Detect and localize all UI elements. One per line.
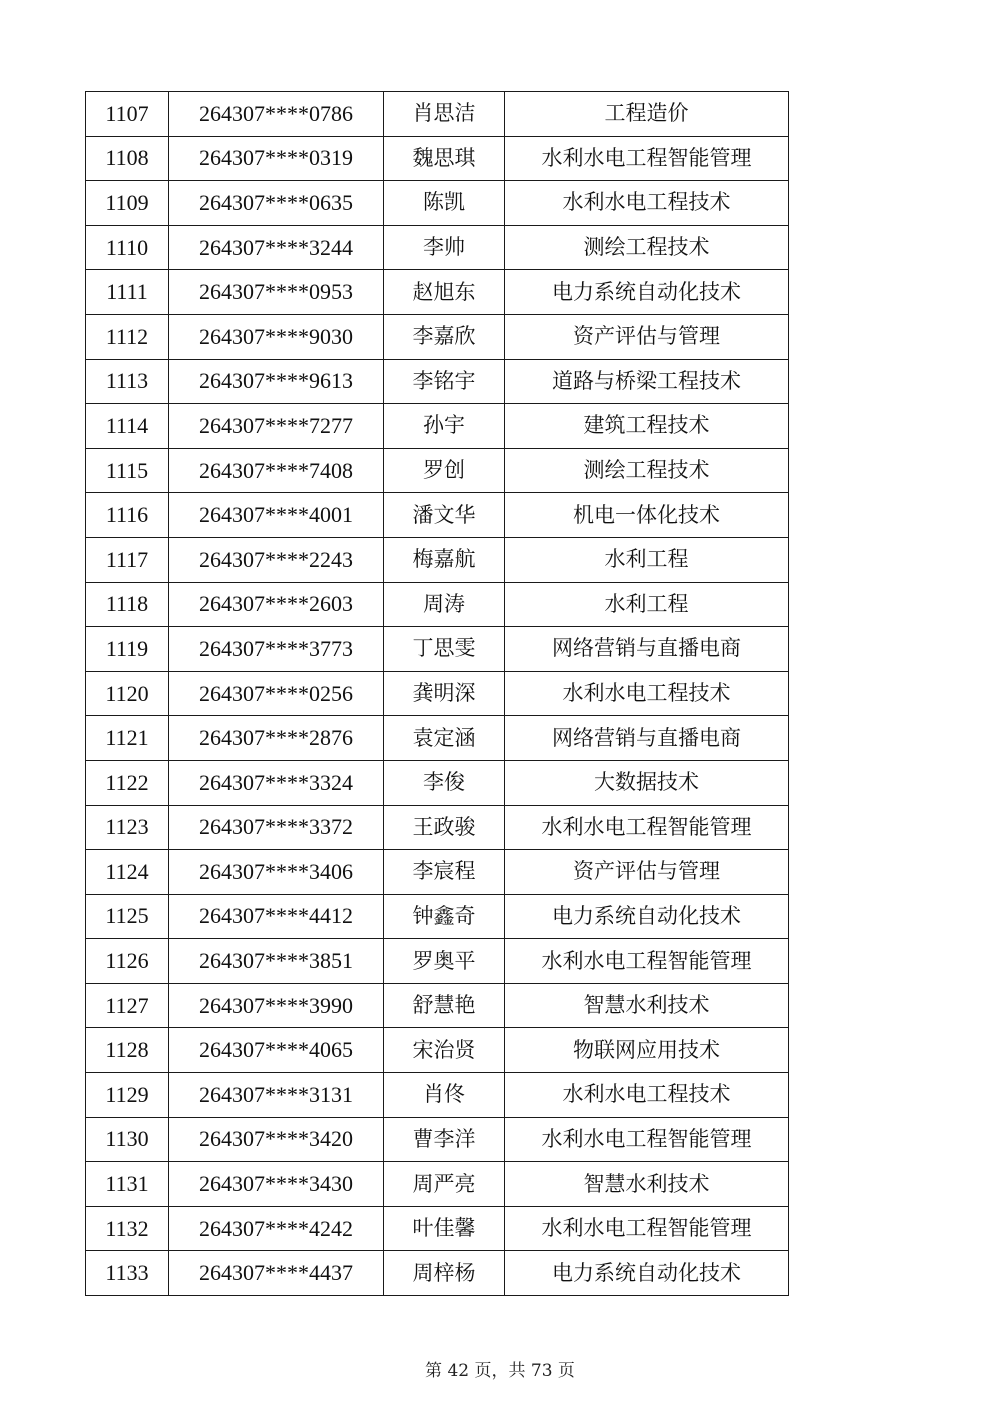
cell-serial-number: 1113 — [86, 359, 169, 404]
cell-student-name: 李宸程 — [384, 850, 505, 895]
cell-student-name: 丁思雯 — [384, 627, 505, 672]
cell-serial-number: 1121 — [86, 716, 169, 761]
cell-student-name: 叶佳馨 — [384, 1206, 505, 1251]
table-row — [86, 448, 789, 493]
cell-serial-number: 1133 — [86, 1251, 169, 1296]
cell-major: 机电一体化技术 — [505, 493, 789, 538]
cell-serial-number: 1110 — [86, 225, 169, 270]
cell-serial-number: 1119 — [86, 627, 169, 672]
cell-serial-number: 1126 — [86, 939, 169, 984]
cell-major: 水利水电工程技术 — [505, 181, 789, 226]
cell-student-name: 李帅 — [384, 225, 505, 270]
cell-major: 水利水电工程智能管理 — [505, 1117, 789, 1162]
cell-id-number: 264307****4065 — [169, 1028, 384, 1073]
cell-id-number: 264307****2243 — [169, 537, 384, 582]
cell-serial-number: 1111 — [86, 270, 169, 315]
student-list-table — [85, 91, 789, 1296]
cell-student-name: 潘文华 — [384, 493, 505, 538]
page-number-footer: 第 42 页，共 73 页 — [425, 1361, 575, 1381]
table-row — [86, 582, 789, 627]
table-row — [86, 850, 789, 895]
cell-serial-number: 1129 — [86, 1073, 169, 1118]
cell-student-name: 陈凯 — [384, 181, 505, 226]
cell-id-number: 264307****0786 — [169, 92, 384, 137]
cell-major: 水利水电工程智能管理 — [505, 1206, 789, 1251]
cell-student-name: 龚明深 — [384, 671, 505, 716]
cell-serial-number: 1125 — [86, 894, 169, 939]
cell-id-number: 264307****4242 — [169, 1206, 384, 1251]
cell-major: 网络营销与直播电商 — [505, 627, 789, 672]
cell-major: 电力系统自动化技术 — [505, 270, 789, 315]
cell-serial-number: 1118 — [86, 582, 169, 627]
table-row — [86, 939, 789, 984]
cell-major: 资产评估与管理 — [505, 850, 789, 895]
cell-id-number: 264307****2876 — [169, 716, 384, 761]
table-row — [86, 1251, 789, 1296]
cell-student-name: 周梓杨 — [384, 1251, 505, 1296]
cell-id-number: 264307****0635 — [169, 181, 384, 226]
cell-major: 智慧水利技术 — [505, 983, 789, 1028]
cell-id-number: 264307****7277 — [169, 404, 384, 449]
cell-id-number: 264307****3244 — [169, 225, 384, 270]
table-row — [86, 627, 789, 672]
cell-serial-number: 1116 — [86, 493, 169, 538]
cell-id-number: 264307****0319 — [169, 136, 384, 181]
table-row — [86, 1206, 789, 1251]
cell-id-number: 264307****3131 — [169, 1073, 384, 1118]
cell-student-name: 舒慧艳 — [384, 983, 505, 1028]
table-row — [86, 225, 789, 270]
cell-major: 水利工程 — [505, 582, 789, 627]
cell-id-number: 264307****3406 — [169, 850, 384, 895]
cell-serial-number: 1124 — [86, 850, 169, 895]
cell-major: 水利水电工程智能管理 — [505, 805, 789, 850]
table-row — [86, 1117, 789, 1162]
cell-id-number: 264307****0953 — [169, 270, 384, 315]
cell-serial-number: 1123 — [86, 805, 169, 850]
cell-serial-number: 1108 — [86, 136, 169, 181]
cell-serial-number: 1132 — [86, 1206, 169, 1251]
cell-serial-number: 1127 — [86, 983, 169, 1028]
table-row — [86, 493, 789, 538]
cell-major: 电力系统自动化技术 — [505, 1251, 789, 1296]
cell-serial-number: 1112 — [86, 314, 169, 359]
cell-student-name: 周涛 — [384, 582, 505, 627]
cell-serial-number: 1122 — [86, 760, 169, 805]
cell-major: 电力系统自动化技术 — [505, 894, 789, 939]
table-row — [86, 136, 789, 181]
cell-student-name: 罗奥平 — [384, 939, 505, 984]
cell-serial-number: 1115 — [86, 448, 169, 493]
cell-student-name: 赵旭东 — [384, 270, 505, 315]
table-row — [86, 760, 789, 805]
table-row — [86, 359, 789, 404]
cell-student-name: 李嘉欣 — [384, 314, 505, 359]
student-list-table-container — [85, 91, 788, 1296]
cell-student-name: 宋治贤 — [384, 1028, 505, 1073]
cell-major: 水利水电工程技术 — [505, 1073, 789, 1118]
table-row — [86, 983, 789, 1028]
cell-major: 网络营销与直播电商 — [505, 716, 789, 761]
cell-serial-number: 1130 — [86, 1117, 169, 1162]
table-row — [86, 270, 789, 315]
cell-major: 物联网应用技术 — [505, 1028, 789, 1073]
table-row — [86, 1028, 789, 1073]
cell-major: 测绘工程技术 — [505, 448, 789, 493]
cell-student-name: 梅嘉航 — [384, 537, 505, 582]
cell-serial-number: 1114 — [86, 404, 169, 449]
cell-id-number: 264307****4001 — [169, 493, 384, 538]
table-row — [86, 805, 789, 850]
cell-id-number: 264307****4437 — [169, 1251, 384, 1296]
cell-id-number: 264307****3990 — [169, 983, 384, 1028]
cell-id-number: 264307****3430 — [169, 1162, 384, 1207]
cell-student-name: 孙宇 — [384, 404, 505, 449]
cell-id-number: 264307****2603 — [169, 582, 384, 627]
cell-major: 水利工程 — [505, 537, 789, 582]
cell-major: 水利水电工程技术 — [505, 671, 789, 716]
table-row — [86, 894, 789, 939]
cell-major: 水利水电工程智能管理 — [505, 939, 789, 984]
cell-serial-number: 1120 — [86, 671, 169, 716]
table-body — [86, 92, 789, 1296]
cell-serial-number: 1131 — [86, 1162, 169, 1207]
table-row — [86, 92, 789, 137]
table-row — [86, 537, 789, 582]
cell-id-number: 264307****3372 — [169, 805, 384, 850]
cell-id-number: 264307****9030 — [169, 314, 384, 359]
cell-student-name: 周严亮 — [384, 1162, 505, 1207]
cell-student-name: 肖思洁 — [384, 92, 505, 137]
cell-student-name: 曹李洋 — [384, 1117, 505, 1162]
cell-serial-number: 1107 — [86, 92, 169, 137]
table-row — [86, 671, 789, 716]
cell-student-name: 钟鑫奇 — [384, 894, 505, 939]
table-row — [86, 1162, 789, 1207]
cell-student-name: 李铭宇 — [384, 359, 505, 404]
cell-id-number: 264307****4412 — [169, 894, 384, 939]
table-row — [86, 181, 789, 226]
cell-student-name: 罗创 — [384, 448, 505, 493]
cell-major: 测绘工程技术 — [505, 225, 789, 270]
cell-major: 水利水电工程智能管理 — [505, 136, 789, 181]
cell-id-number: 264307****3773 — [169, 627, 384, 672]
cell-student-name: 肖佟 — [384, 1073, 505, 1118]
cell-serial-number: 1117 — [86, 537, 169, 582]
cell-id-number: 264307****7408 — [169, 448, 384, 493]
cell-student-name: 王政骏 — [384, 805, 505, 850]
table-row — [86, 716, 789, 761]
cell-major: 建筑工程技术 — [505, 404, 789, 449]
cell-major: 道路与桥梁工程技术 — [505, 359, 789, 404]
cell-major: 智慧水利技术 — [505, 1162, 789, 1207]
cell-id-number: 264307****9613 — [169, 359, 384, 404]
cell-id-number: 264307****0256 — [169, 671, 384, 716]
cell-major: 大数据技术 — [505, 760, 789, 805]
cell-student-name: 袁定涵 — [384, 716, 505, 761]
table-row — [86, 404, 789, 449]
cell-serial-number: 1128 — [86, 1028, 169, 1073]
cell-id-number: 264307****3420 — [169, 1117, 384, 1162]
table-row — [86, 314, 789, 359]
cell-student-name: 魏思琪 — [384, 136, 505, 181]
cell-id-number: 264307****3851 — [169, 939, 384, 984]
cell-major: 工程造价 — [505, 92, 789, 137]
cell-id-number: 264307****3324 — [169, 760, 384, 805]
table-row — [86, 1073, 789, 1118]
cell-student-name: 李俊 — [384, 760, 505, 805]
cell-serial-number: 1109 — [86, 181, 169, 226]
cell-major: 资产评估与管理 — [505, 314, 789, 359]
